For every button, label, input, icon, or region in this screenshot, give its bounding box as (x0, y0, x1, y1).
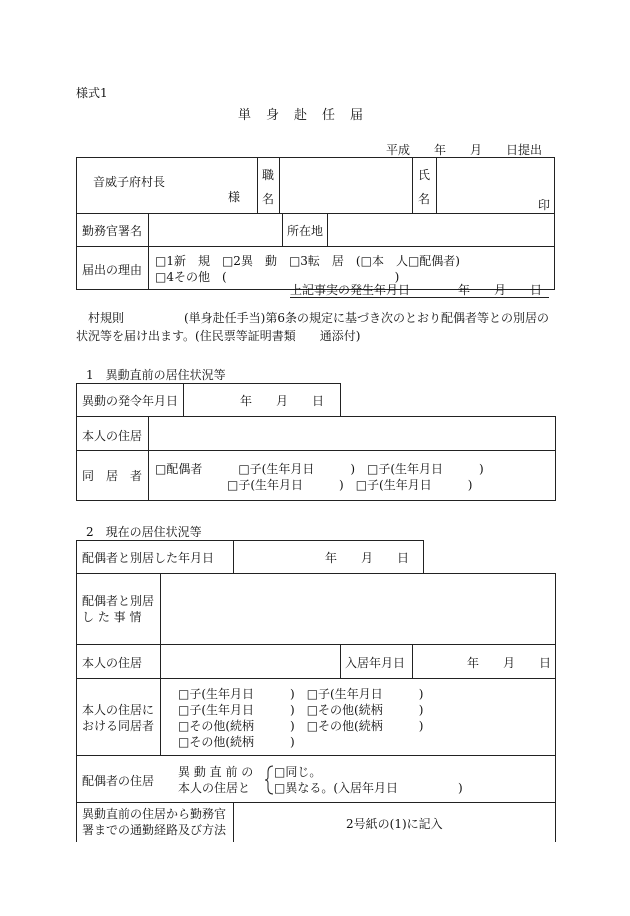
separation-reason-label-2: し た 事 情 (82, 610, 142, 624)
post-label-2: 名 (262, 192, 275, 206)
section2-cohab-row[interactable]: □子(生年月日 ) □その他(続柄 ) (178, 703, 424, 717)
reason-other[interactable]: □4その他 ( ) (155, 270, 400, 284)
section2-residence-field[interactable] (162, 646, 338, 676)
order-date-value[interactable]: 年 月 日 (240, 394, 325, 408)
section2-residence-label: 本人の住居 (82, 656, 143, 670)
office-field[interactable] (150, 215, 280, 244)
separation-date-value[interactable]: 年 月 日 (325, 551, 410, 565)
separation-reason-label-1: 配偶者と別居 (82, 594, 155, 608)
move-in-label: 入居年月日 (345, 656, 406, 670)
section1-cohab-label: 同 居 者 (82, 469, 143, 483)
addressee: 音威子府村長 (93, 175, 166, 189)
seal-mark: 印 (538, 198, 551, 212)
name-field[interactable] (438, 160, 533, 210)
spouse-different-option[interactable]: □異なる。(入居年月日 ) (274, 781, 463, 795)
section1-residence-label: 本人の住居 (82, 429, 143, 443)
occurrence-date: 上記事実の発生年月日 年 月 日 (290, 283, 549, 298)
route-label-2: 署までの通勤経路及び方法 (82, 823, 227, 837)
section2-cohab-row[interactable]: □その他(続柄 ) □その他(続柄 ) (178, 719, 424, 733)
separation-date-label: 配偶者と別居した年月日 (82, 551, 215, 565)
office-label: 勤務官署名 (82, 224, 143, 238)
reason-options[interactable]: □1新 規 □2異 動 □3転 居 (□本 人□配偶者) (155, 254, 460, 268)
statement-line-1: 村規則 (単身赴任手当)第6条の規定に基づき次のとおり配偶者等との別居の (76, 311, 550, 325)
reason-label: 届出の理由 (82, 263, 143, 277)
section1-cohab-line-1[interactable]: □配偶者 □子(生年月日 ) □子(生年月日 ) (155, 462, 484, 476)
section2-cohab-label-2: おける同居者 (82, 719, 155, 733)
location-field[interactable] (329, 215, 553, 244)
section2-cohab-label-1: 本人の住居に (82, 703, 155, 717)
spouse-residence-prefix-1: 異 動 直 前 の (178, 765, 254, 779)
brace-icon (264, 765, 274, 795)
section1-cohab-line-2[interactable]: □子(生年月日 ) □子(生年月日 ) (227, 478, 473, 492)
spouse-same-option[interactable]: □同じ。 (274, 765, 322, 779)
section1-residence-field[interactable] (150, 418, 554, 448)
section1-heading: 1 異動直前の居住状況等 (86, 368, 226, 382)
separation-reason-field[interactable] (162, 575, 554, 642)
spouse-residence-prefix-2: 本人の住居と (178, 781, 251, 795)
route-label-1: 異動直前の住居から勤務官 (82, 807, 227, 821)
section2-heading: 2 現在の居住状況等 (86, 525, 202, 539)
name-label-1: 氏 (418, 168, 431, 182)
move-in-date[interactable]: 年 月 日 (467, 656, 552, 670)
submission-date: 平成 年 月 日提出 (386, 143, 543, 157)
addressee-honorific: 様 (228, 190, 241, 204)
name-label-2: 名 (418, 192, 431, 206)
page-title: 単 身 赴 任 届 (238, 108, 365, 123)
post-field[interactable] (281, 160, 409, 210)
spouse-residence-label: 配偶者の住居 (82, 774, 155, 788)
form-number: 様式1 (76, 86, 108, 100)
section2-cohab-row[interactable]: □子(生年月日 ) □子(生年月日 ) (178, 687, 424, 701)
route-value: 2号紙の(1)に記入 (346, 817, 443, 831)
post-label-1: 職 (262, 168, 275, 182)
section2-cohab-row[interactable]: □その他(続柄 ) (178, 735, 295, 749)
statement-line-2: 状況等を届け出ます。(住民票等証明書類 通添付) (76, 329, 361, 343)
order-date-label: 異動の発令年月日 (82, 394, 179, 408)
location-label: 所在地 (287, 224, 324, 238)
